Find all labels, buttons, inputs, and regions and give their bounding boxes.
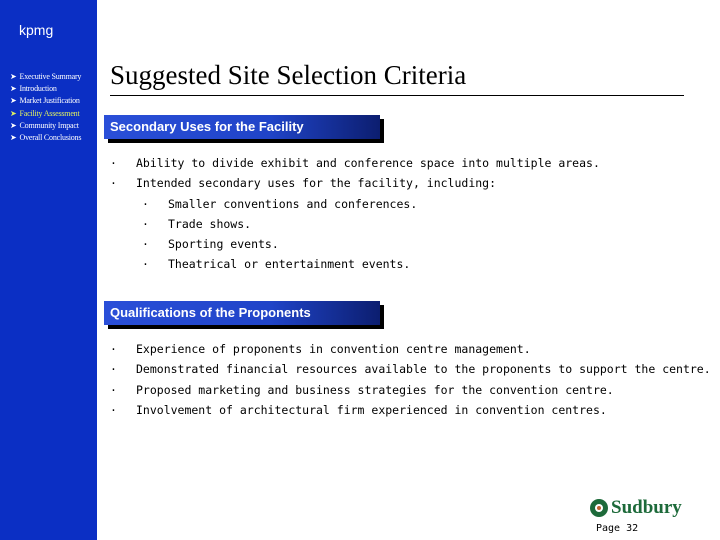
sidebar-nav (10, 72, 81, 145)
list-item: · Trade shows. (110, 217, 600, 237)
page-number: Page 32 (596, 523, 639, 534)
arrow-icon: ➤ (10, 108, 17, 118)
list-item: · Proposed marketing and business strategies for the convention centre. (110, 383, 711, 403)
list-item: · Involvement of architectural firm experienced in convention centres. (110, 403, 711, 423)
sidebar-item-label: Market Justification (19, 96, 80, 106)
sidebar-item-label: Community Impact (19, 120, 79, 130)
list-item: · Smaller conventions and conferences. (110, 197, 600, 217)
sudbury-wordmark: Sudbury (611, 497, 682, 518)
arrow-icon: ➤ (10, 96, 17, 106)
list-item: · Intended secondary uses for the facility, including: (110, 176, 600, 196)
title-divider (110, 95, 684, 96)
arrow-icon: ➤ (10, 72, 17, 81)
sidebar-item-market-justification[interactable] (10, 96, 81, 108)
section-header-qualifications: Qualifications of the Proponents (104, 301, 380, 325)
sidebar-item-overall-conclusions[interactable] (10, 133, 81, 145)
sudbury-logo (589, 497, 682, 519)
sidebar-item-executive-summary[interactable] (10, 72, 81, 84)
arrow-icon: ➤ (10, 120, 17, 130)
list-item: · Ability to divide exhibit and conference space into multiple areas. (110, 156, 600, 176)
qualifications-list (110, 342, 711, 423)
sidebar-item-label: Facility Assessment (19, 108, 80, 118)
list-item: · Experience of proponents in convention centre management. (110, 342, 711, 362)
sidebar-item-label: Introduction (19, 84, 57, 94)
arrow-icon: ➤ (10, 84, 17, 94)
arrow-icon: ➤ (10, 132, 17, 142)
sidebar-item-community-impact[interactable] (10, 121, 81, 133)
list-item: · Theatrical or entertainment events. (110, 257, 600, 277)
sidebar-item-label: Overall Conclusions (19, 132, 82, 142)
section-header-secondary-uses: Secondary Uses for the Facility (104, 115, 380, 139)
sidebar-item-label: Executive Summary (19, 72, 82, 81)
secondary-uses-list (110, 156, 600, 278)
kpmg-logo: kpmg (19, 22, 54, 38)
sidebar (0, 0, 97, 540)
sidebar-item-introduction[interactable] (10, 84, 81, 96)
page-title: Suggested Site Selection Criteria (110, 60, 467, 90)
list-item: · Demonstrated financial resources available to the proponents to support the centre. (110, 362, 711, 382)
list-item: · Sporting events. (110, 237, 600, 257)
sidebar-item-facility-assessment[interactable] (10, 109, 81, 121)
sudbury-swirl-icon (589, 498, 609, 518)
